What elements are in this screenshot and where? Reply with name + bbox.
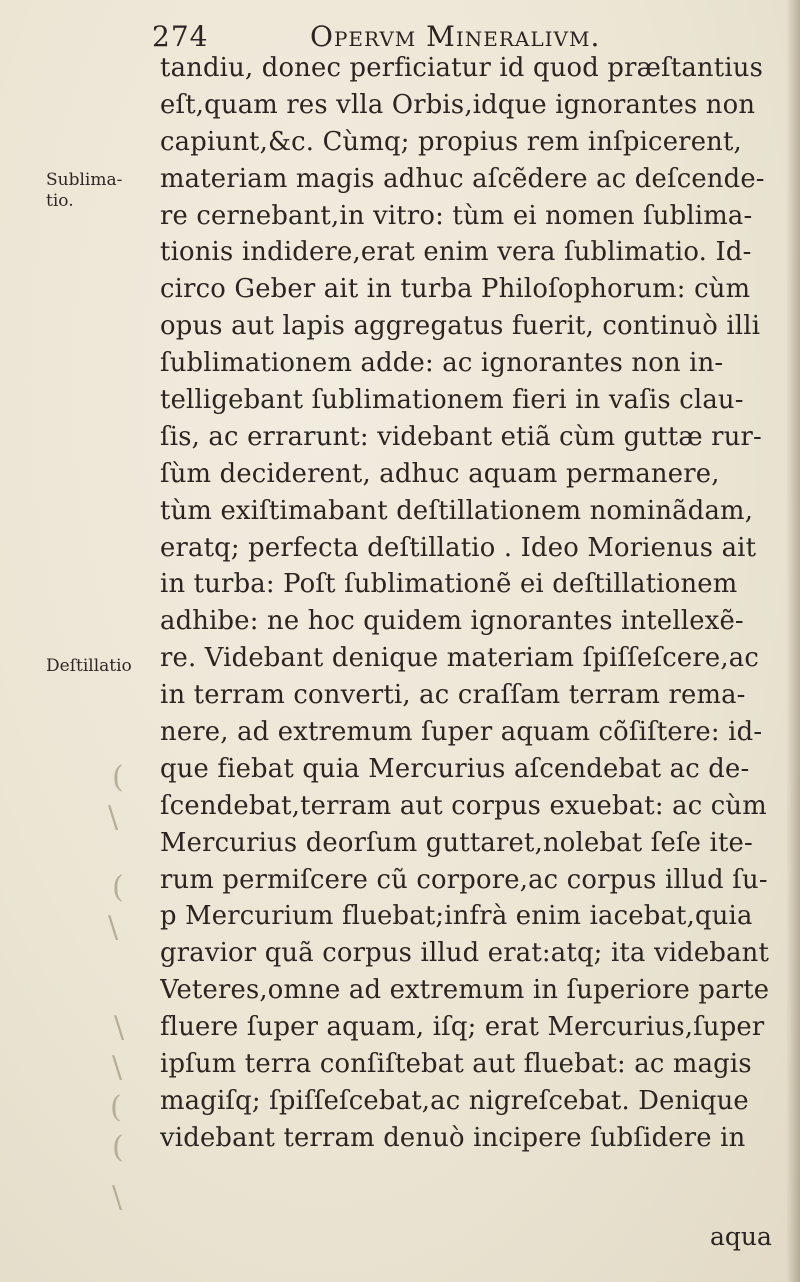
text-line: magiſq; ſpiſſeſcebat,ac nigreſcebat. Denique [160, 1085, 749, 1116]
bleed-through-mark: \ [112, 1180, 123, 1215]
bleed-through-mark: ( [112, 870, 124, 905]
text-line: ſis, ac errarunt: videbant etiã cùm guttæ rur- [160, 421, 762, 452]
page-number: 274 [152, 20, 209, 53]
bleed-through-mark: \ [108, 910, 119, 945]
text-line: tandiu, donec perficiatur id quod præſtantius [160, 53, 764, 83]
text-line: Mercurius deorſum guttaret,nolebat ſeſe ite- [160, 827, 753, 858]
text-line: re. Videbant denique materiam ſpiſſeſcere,ac [160, 643, 759, 674]
text-line: gravior quã corpus illud erat:atq; ita videbant [160, 938, 770, 969]
text-line: que fiebat quia Mercurius aſcendebat ac de- [160, 753, 750, 784]
text-line: tùm exiſtimabant deſtillationem nominãdam, [160, 495, 754, 526]
text-line: rum permiſcere cũ corpore,ac corpus illud ſu- [160, 864, 768, 895]
bleed-through-mark: ( [112, 760, 124, 795]
catchword: aqua [710, 1222, 772, 1251]
text-line: in terram converti, ac craſſam terram rema- [160, 680, 746, 711]
running-title: Opervm Mineralivm. [310, 20, 601, 53]
text-line: ſùm deciderent, adhuc aquam permanere, [160, 458, 720, 489]
text-line: ſublimationem adde: ac ignorantes non in- [160, 348, 724, 379]
text-line: re cernebant,in vitro: tùm ei nomen ſublima- [160, 200, 753, 231]
text-line: p Mercurium fluebat;infrà enim iacebat,quia [160, 901, 753, 932]
text-line: ipſum terra conſiſtebat aut fluebat: ac magis [160, 1049, 752, 1080]
text-line: in turba: Poſt ſublimationẽ ei deſtillationem [160, 569, 738, 600]
margin-note-line: tio. [46, 191, 74, 211]
text-line: eſt,quam res vlla Orbis,idque ignorantes non [160, 89, 756, 120]
text-line: tionis indidere,erat enim vera ſublimatio. Id- [160, 237, 752, 268]
text-line: fluere ſuper aquam, iſq; erat Mercurius,ſuper [160, 1012, 765, 1043]
text-line: eratq; perfecta deſtillatio . Ideo Morienus ait [160, 532, 757, 563]
text-line: circo Geber ait in turba Philoſophorum: cùm [160, 274, 751, 305]
margin-note-destillatio [46, 656, 156, 677]
body-text [160, 50, 790, 1157]
text-line: ſcendebat,terram aut corpus exuebat: ac cùm [160, 790, 767, 821]
bleed-through-mark: ( [112, 1130, 124, 1165]
bleed-through-mark: \ [114, 1010, 125, 1045]
text-line: opus aut lapis aggregatus fuerit, continuò illi [160, 311, 761, 342]
text-line: adhibe: ne hoc quidem ignorantes intellexẽ- [160, 606, 744, 637]
text-line: nere, ad extremum ſuper aquam cõſiſtere: id- [160, 717, 763, 748]
text-line: materiam magis adhuc aſcẽdere ac deſcende- [160, 163, 765, 194]
text-line: capiunt,&c. Cùmq; propius rem inſpicerent, [160, 126, 742, 157]
bleed-through-mark: \ [112, 1050, 123, 1085]
bleed-through-mark: \ [108, 800, 119, 835]
text-line: videbant terram denuò incipere ſubſidere in [160, 1122, 746, 1153]
text-line: telligebant ſublimationem fieri in vaſis clau- [160, 385, 744, 416]
margin-note-line: Sublima- [46, 170, 123, 190]
margin-note-sublimatio [46, 170, 156, 212]
text-line: Veteres,omne ad extremum in ſuperiore parte [160, 975, 770, 1006]
bleed-through-mark: ( [110, 1090, 122, 1125]
margin-note-line: Deſtillatio [46, 656, 132, 676]
